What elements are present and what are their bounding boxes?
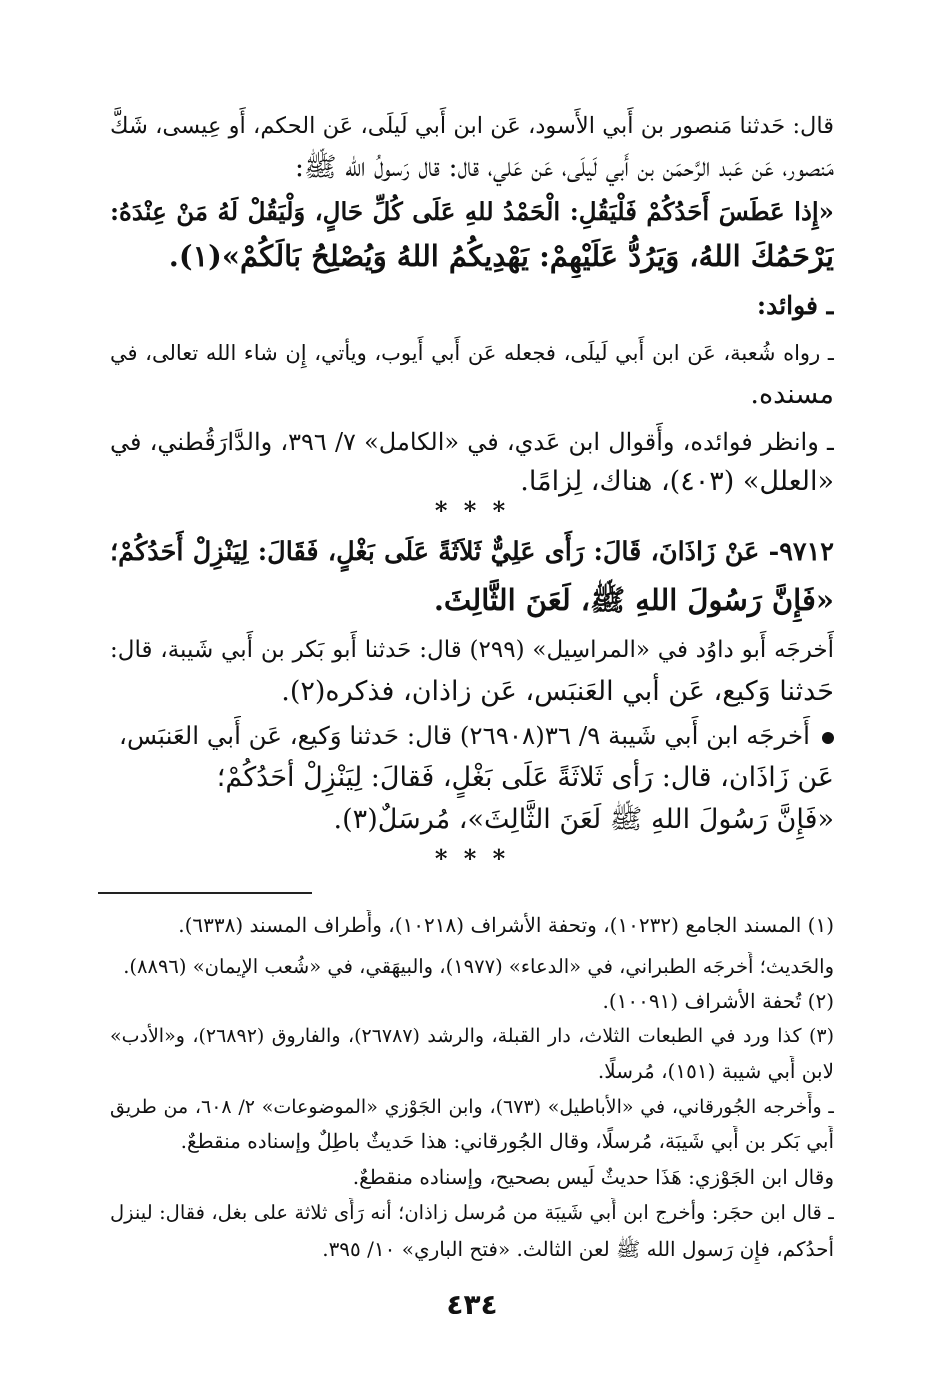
footnote-line: ـ قال ابن حجَر: وأخرج ابن أَبي شَيبَة من مُرسل زاذان؛ أنه رَأَى ثلاثة على بغل، فقال: لينزل — [110, 1201, 834, 1224]
footnote-line: ـ وأَخرجه الجُورقاني، في «الأباطيل» (٦٧٣)، وابن الجَوْزي «الموضوعات» ٢/ ٦٠٨، من طريق — [110, 1096, 834, 1118]
takhrij-paragraph: عَن زَاذَان، قال: رَأَى ثَلاثَةً عَلَى بَغْلٍ، فَقالَ: لِيَنْزِلْ أَحَدُكُمْ؛ — [216, 762, 834, 793]
intro-line: مَنصور، عَن عَبد الرَّحمَن بن أَبي لَيلَى، عَن عَلي، قال: قال رَسولُ الله ﷺ: — [294, 152, 834, 183]
takhrij-text: أَخرجَه ابن أَبي شَيبة ٩/ ٣٦(٢٦٩٠٨) قال: حَدثنا وَكيع، عَن أَبي العَنبَس، — [119, 721, 810, 750]
intro-line: قال: حَدثنا مَنصور بن أَبي الأَسود، عَن ابن أَبي لَيلَى، عَن الحكم، أَو عِيسى، شَكَّ — [110, 113, 834, 139]
takhrij-paragraph: أَخرجَه أَبو داوُد في «المراسِيل» (٢٩٩) قال: حَدثنا أَبو بَكر بن أَبي شَيبة، قال: — [110, 637, 834, 663]
footnote-line: لابن أَبي شيبة (١٥١)، مُرسلًا. — [597, 1059, 834, 1083]
hadith-text: «إِذا عَطَسَ أَحَدُكُمْ فَلْيَقُلِ: الْحَمْدُ للهِ عَلَى كُلِّ حَالٍ، وَلْيَقُلْ لَهُ مَنْ عِنْدَهُ: — [110, 197, 834, 226]
bullet-icon — [822, 732, 834, 744]
footnote-line: وقال ابن الجَوْزي: هَذَا حديثٌ لَيس بصحيح، وإسناده منقطعٌ. — [352, 1165, 834, 1189]
takhrij-bullet-line — [110, 716, 834, 756]
benefit-paragraph: «العلل» (٤٠٣)، هناك، لِزامًا. — [520, 466, 834, 497]
footnote-line: أَبي بَكر بن أَبي شَيبَة، مُرسلًا، وقال الجُورقاني: هذا حَديثٌ باطِلٌ وإسناده منقطعٌ. — [180, 1129, 834, 1153]
footnote-line: (٣) كذا ورد في الطبعات الثلاث، دار القبلة، والرشد (٢٦٧٨٧)، والفاروق (٢٦٨٩٢)، و«الأدب» — [110, 1025, 834, 1047]
section-divider: * * * — [434, 496, 510, 525]
hadith-text: يَرْحَمُكَ اللهُ، وَيَرُدُّ عَلَيْهِمْ: يَهْدِيكُمُ اللهُ وَيُصْلِحُ بَالَكُمْ»(١). — [168, 239, 834, 273]
section-divider: * * * — [434, 844, 510, 873]
page-number: ٤٣٤ — [446, 1288, 498, 1321]
footnote-line: (١) المسند الجامع (١٠٢٣٢)، وتحفة الأشراف (١٠٢١٨)، وأَطراف المسند (٦٣٣٨). — [178, 913, 834, 937]
benefit-paragraph: ـ رواه شُعبة، عَن ابن أَبي لَيلَى، فجعله عَن أَبي أَيوب، ويأتي، إِن شاء الله تعالى، في — [110, 341, 834, 365]
takhrij-paragraph: حَدثنا وَكيع، عَن أَبي العَنبَس، عَن زاذان، فذكره(٢). — [281, 676, 834, 707]
section-heading: ـ فوائد: — [756, 291, 834, 320]
footnote-line: والحَديث؛ أَخرجَه الطبراني، في «الدعاء» (١٩٧٧)، والبيهَقي، في «شُعب الإيمان» (٨٨٩٦). — [123, 955, 834, 978]
hadith-text: «فَإِنَّ رَسُولَ اللهِ ﷺ، لَعَنَ الثَّالِثَ. — [433, 583, 834, 617]
footnote-line: (٢) تُحفة الأشراف (١٠٠٩١). — [602, 989, 834, 1013]
footnote-line: أحدُكم، فإِن رَسول الله ﷺ لعن الثالث. «فتح الباري» ١٠/ ٣٩٥. — [322, 1237, 834, 1261]
takhrij-paragraph: «فَإِنَّ رَسُولَ اللهِ ﷺ لَعَنَ الثَّالِثَ»، مُرسَلٌ(٣). — [333, 804, 834, 835]
hadith-text: ٩٧١٢- عَنْ زَاذَانَ، قَالَ: رَأَى عَلِيٌّ ثَلاَثَةً عَلَى بَغْلٍ، فَقَالَ: لِيَنْزِلْ أَحَدُكُمْ؛ — [110, 537, 834, 567]
benefit-paragraph: ـ وانظر فوائده، وأَقوال ابن عَدي، في «الكامل» ٧/ ٣٩٦، والدَّارَقُطني، في — [110, 428, 834, 456]
footnote-separator — [98, 892, 312, 894]
benefit-paragraph: مسنده. — [750, 379, 834, 410]
